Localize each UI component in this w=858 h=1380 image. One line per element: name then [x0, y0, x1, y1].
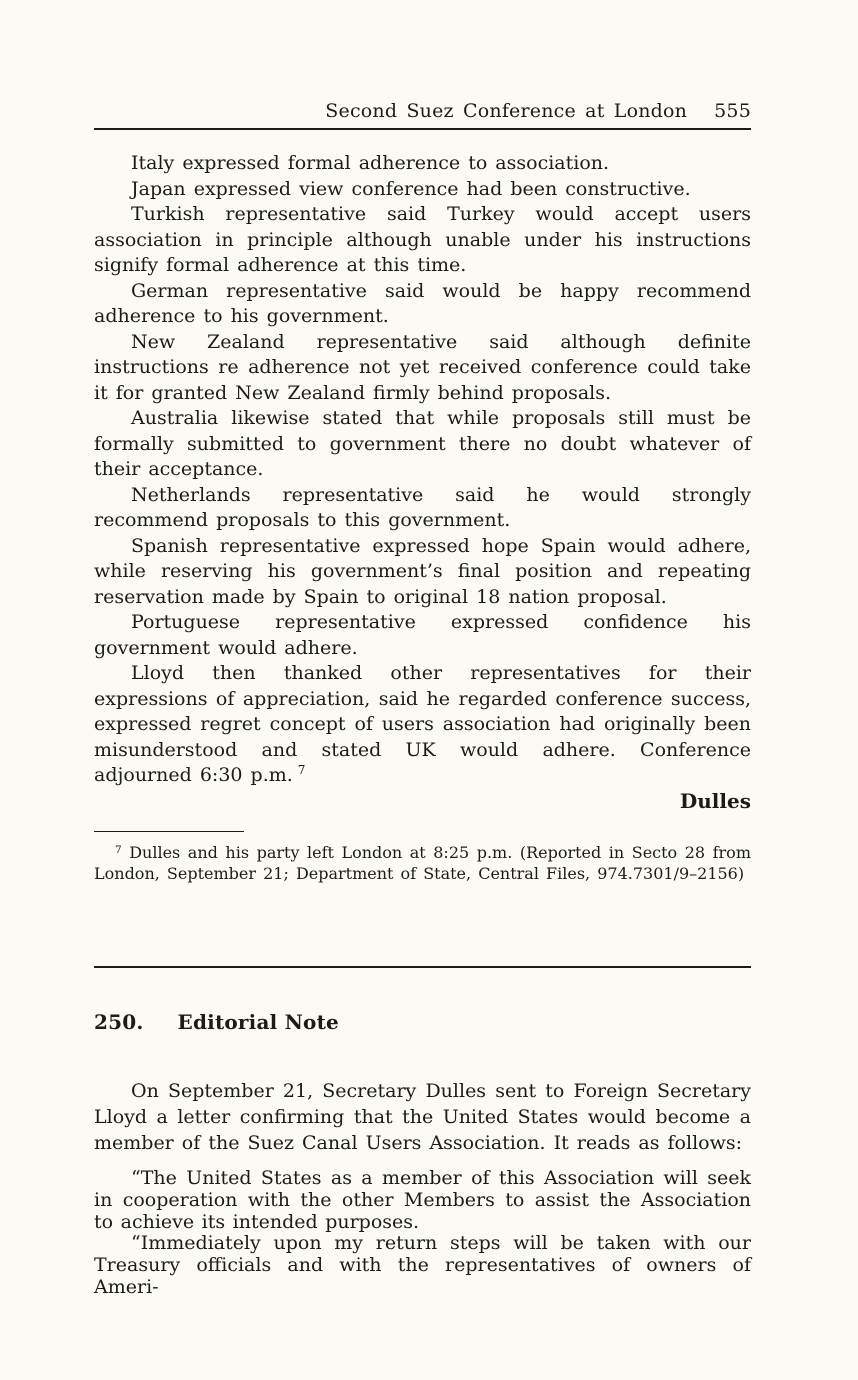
body-paragraph: New Zealand representative said although definite instructions re adherence not yet received conference could take it for granted New Zealand firmly behind proposals.: [94, 330, 751, 404]
telegram-body: [94, 151, 751, 814]
body-paragraph: Netherlands representative said he would strongly recommend proposals to this government.: [94, 483, 751, 531]
closing-paragraph-text: Lloyd then thanked other representatives for their expressions of appreciation, said he regarded conference success, expressed regret concept of users association had originally been misunderstood and stated UK would adhere. Conference adjourned 6:30 p.m.: [94, 662, 751, 786]
body-paragraph: Portuguese representative expressed confidence his government would adhere.: [94, 611, 751, 659]
section-number: 250.: [94, 1010, 144, 1034]
body-paragraph: Japan expressed view conference had been constructive.: [131, 177, 691, 200]
body-paragraph-closing: [94, 661, 751, 789]
footnote-number: 7: [115, 844, 122, 856]
footnote: [94, 842, 751, 884]
body-paragraph: Spanish representative expressed hope Spain would adhere, while reserving his government’s final position and repeating reservation made by Spain to original 18 nation proposal.: [94, 534, 751, 608]
editorial-note-paragraph: On September 21, Secretary Dulles sent to Foreign Secretary Lloyd a letter confirming that the United States would become a member of the Suez Canal Users Association. It reads as follows:: [94, 1080, 751, 1154]
section-title: Editorial Note: [177, 1010, 339, 1034]
body-paragraph: Italy expressed formal adherence to association.: [131, 152, 610, 174]
footnote-reference-mark: 7: [297, 763, 306, 777]
section-heading: [94, 1010, 751, 1034]
quote-paragraph: “The United States as a member of this Association will seek in cooperation with the other Members to assist the Association to achieve its intended purposes.: [94, 1167, 751, 1233]
quoted-letter-block: [94, 1168, 751, 1299]
body-paragraph: German representative said would be happy recommend adherence to his government.: [94, 279, 751, 327]
body-paragraph: Turkish representative said Turkey would accept users association in principle although unable under his instructions signify formal adherence at this time.: [94, 203, 751, 276]
document-divider-rule: [94, 966, 751, 968]
running-header: [94, 100, 751, 130]
footnote-text: Dulles and his party left London at 8:25 p.m. (Reported in Secto 28 from London, September 21; Department of State, Central Files, 974.7301/9–2156): [94, 843, 751, 883]
page-number: 555: [714, 100, 751, 122]
signature: Dulles: [679, 788, 751, 813]
quote-paragraph: “Immediately upon my return steps will be taken with our Treasury officials and with the representatives of owners of Ameri-: [94, 1232, 751, 1298]
body-paragraph: Australia likewise stated that while proposals still must be formally submitted to government there no doubt whatever of their acceptance.: [94, 407, 751, 480]
running-header-title: Second Suez Conference at London: [325, 100, 688, 122]
footnote-separator-rule: [94, 831, 244, 832]
